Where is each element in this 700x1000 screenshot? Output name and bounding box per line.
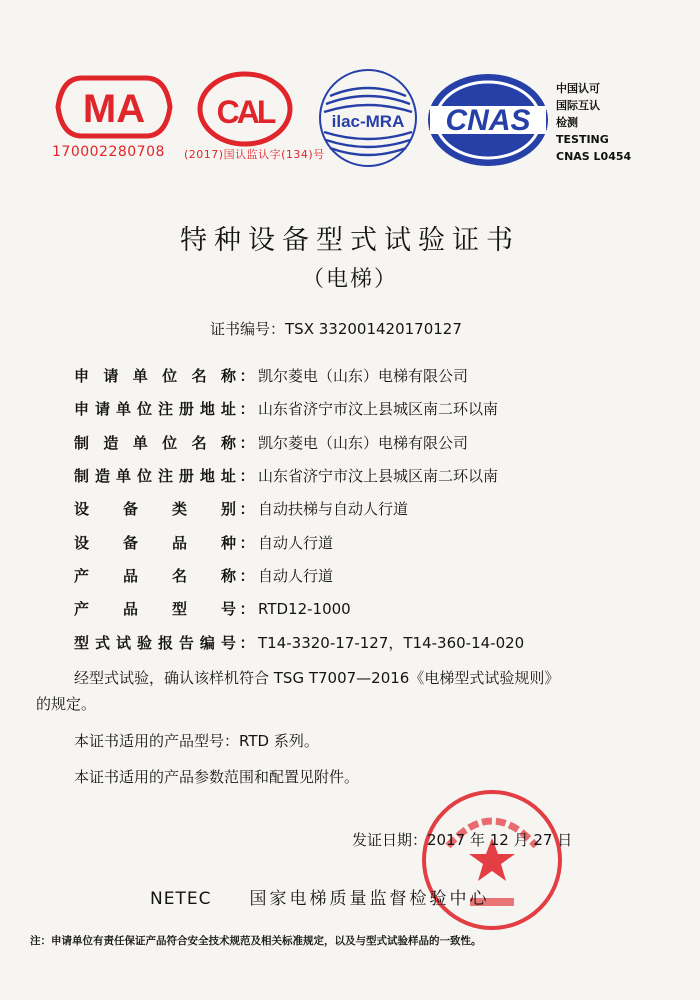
info-row-value: 凯尔菱电（山东）电梯有限公司 — [258, 433, 469, 452]
info-row-label-char: 单 — [115, 467, 131, 486]
info-row-label — [74, 365, 236, 386]
parameter-scope-statement: 本证书适用的产品参数范围和配置见附件。 — [74, 768, 360, 786]
info-row-label-char: 申 — [74, 400, 90, 419]
info-row-label-char: 称 — [220, 367, 236, 386]
info-row — [74, 392, 674, 425]
info-row-label-char: 制 — [74, 467, 90, 486]
model-scope-statement: 本证书适用的产品型号：RTD 系列。 — [74, 732, 319, 750]
info-row-label-char: 名 — [191, 433, 207, 452]
info-row-label-char: 种 — [220, 533, 236, 552]
info-row-label — [74, 398, 236, 419]
info-row-label-char: 名 — [171, 566, 187, 585]
info-row-label-char: 称 — [220, 433, 236, 452]
info-row-label-char: 品 — [122, 600, 138, 619]
info-row-value: RTD12-1000 — [258, 599, 351, 618]
info-row-label-char: 型 — [74, 633, 90, 652]
info-row — [74, 426, 674, 459]
cnas-line-4: TESTING — [556, 133, 609, 146]
info-row-label-char: 设 — [74, 533, 90, 552]
info-row-label-char: 位 — [162, 433, 178, 452]
info-row-label-char: 位 — [136, 467, 152, 486]
info-row-label-char: 类 — [171, 500, 187, 519]
info-row-label-char: 号 — [220, 633, 236, 652]
info-row — [74, 525, 674, 558]
info-row-label-char: 号 — [220, 600, 236, 619]
cnas-line-5: CNAS L0454 — [556, 150, 632, 163]
info-row-label — [74, 498, 236, 519]
cnas-line-2: 国际互认 — [556, 99, 600, 112]
info-row-label — [74, 632, 236, 653]
cnas-line-1: 中国认可 — [556, 82, 600, 95]
conformity-statement-continued: 的规定。 — [36, 695, 97, 713]
info-row-label-char: 试 — [115, 633, 131, 652]
info-row-colon: ： — [239, 367, 255, 386]
info-row-label-char: 品 — [122, 566, 138, 585]
info-row-label-char: 名 — [191, 367, 207, 386]
info-row — [74, 459, 674, 492]
info-row-value: T14-3320-17-127，T14-360-14-020 — [258, 633, 525, 652]
info-row — [74, 559, 674, 592]
info-row-colon: ： — [239, 500, 255, 519]
info-row-label — [74, 432, 236, 453]
certificate-number-value: TSX 332001420170127 — [285, 320, 462, 338]
info-row-label-char: 申 — [74, 367, 90, 386]
info-row-value: 自动扶梯与自动人行道 — [258, 500, 409, 519]
info-row — [74, 625, 674, 658]
info-row-label — [74, 532, 236, 553]
info-row-label-char: 注 — [157, 467, 173, 486]
cma-logo — [54, 74, 174, 140]
info-row-label-char: 册 — [178, 400, 194, 419]
issue-date-value: 2017 年 12 月 27 日 — [427, 831, 573, 849]
issue-date-label: 发证日期： — [352, 831, 428, 849]
issue-date — [352, 829, 572, 850]
ilac-mra-logo-text: ilac-MRA — [331, 112, 405, 131]
info-row-value: 凯尔菱电（山东）电梯有限公司 — [258, 367, 469, 386]
info-row-colon: ： — [239, 533, 255, 552]
info-row-label-char: 品 — [171, 533, 187, 552]
info-row-value: 自动人行道 — [258, 533, 334, 552]
info-row-colon: ： — [239, 633, 255, 652]
info-row-label-char: 地 — [199, 467, 215, 486]
info-row-label-char: 造 — [94, 467, 110, 486]
info-row-label-char: 备 — [122, 500, 138, 519]
info-row-label-char: 称 — [220, 566, 236, 585]
conformity-statement: 经型式试验，确认该样机符合 TSG T7007—2016《电梯型式试验规则》 — [74, 669, 560, 687]
info-row-label-char: 址 — [220, 467, 236, 486]
certificate-number — [210, 318, 462, 339]
info-row-label — [74, 465, 236, 486]
cnas-caption — [556, 80, 631, 165]
info-row-label-char: 备 — [122, 533, 138, 552]
cnas-logo — [426, 72, 550, 168]
info-row — [74, 592, 674, 625]
cal-logo — [196, 70, 294, 148]
info-row-label-char: 报 — [157, 633, 173, 652]
certificate-title: 特种设备型式试验证书 — [180, 225, 520, 256]
official-seal — [418, 786, 566, 934]
cnas-logo-text: CNAS — [445, 104, 531, 137]
issuer-org: 国家电梯质量监督检验中心 — [249, 889, 490, 909]
info-row-colon: ： — [239, 566, 255, 585]
info-row-label-char: 制 — [74, 433, 90, 452]
info-row-label-char: 型 — [171, 600, 187, 619]
footnote: 注：申请单位有责任保证产品符合安全技术规范及相关标准规定，以及与型式试验样品的一致性。 — [30, 935, 482, 947]
info-row-label-char: 单 — [132, 367, 148, 386]
info-row-label — [74, 565, 236, 586]
info-row-label-char: 册 — [178, 467, 194, 486]
info-row-label-char: 注 — [157, 400, 173, 419]
info-row-label-char: 地 — [199, 400, 215, 419]
info-row-label-char: 产 — [74, 566, 90, 585]
issuer-code: NETEC — [150, 889, 212, 909]
info-row-colon: ： — [239, 600, 255, 619]
info-row-label-char: 单 — [115, 400, 131, 419]
info-row-label-char: 请 — [103, 367, 119, 386]
info-row-label-char: 编 — [199, 633, 215, 652]
info-row-label — [74, 598, 236, 619]
info-row-label-char: 式 — [94, 633, 110, 652]
cma-number: 170002280708 — [52, 144, 165, 160]
info-row — [74, 359, 674, 392]
info-row-label-char: 请 — [94, 400, 110, 419]
ilac-mra-logo — [316, 66, 420, 170]
info-row-label-char: 位 — [136, 400, 152, 419]
info-row-colon: ： — [239, 400, 255, 419]
info-row-value: 山东省济宁市汶上县城区南二环以南 — [258, 400, 499, 419]
info-row-colon: ： — [239, 433, 255, 452]
info-row-label-char: 别 — [220, 500, 236, 519]
info-row-colon: ： — [239, 467, 255, 486]
info-row-label-char: 址 — [220, 400, 236, 419]
info-row — [74, 492, 674, 525]
issuer — [150, 884, 489, 909]
info-row-value: 自动人行道 — [258, 566, 334, 585]
certificate-number-label: 证书编号： — [210, 320, 286, 338]
info-table — [74, 359, 674, 659]
info-row-label-char: 单 — [132, 433, 148, 452]
info-row-label-char: 告 — [178, 633, 194, 652]
info-row-label-char: 位 — [162, 367, 178, 386]
cal-logo-text: CAL — [216, 94, 274, 130]
info-row-label-char: 验 — [136, 633, 152, 652]
certificate-subtitle: （电梯） — [301, 267, 398, 292]
info-row-value: 山东省济宁市汶上县城区南二环以南 — [258, 467, 499, 486]
cma-logo-text: MA — [82, 87, 146, 131]
info-row-label-char: 产 — [74, 600, 90, 619]
cal-caption: (2017)国认监认字(134)号 — [184, 148, 325, 161]
cnas-line-3: 检测 — [556, 116, 578, 129]
info-row-label-char: 造 — [103, 433, 119, 452]
info-row-label-char: 设 — [74, 500, 90, 519]
